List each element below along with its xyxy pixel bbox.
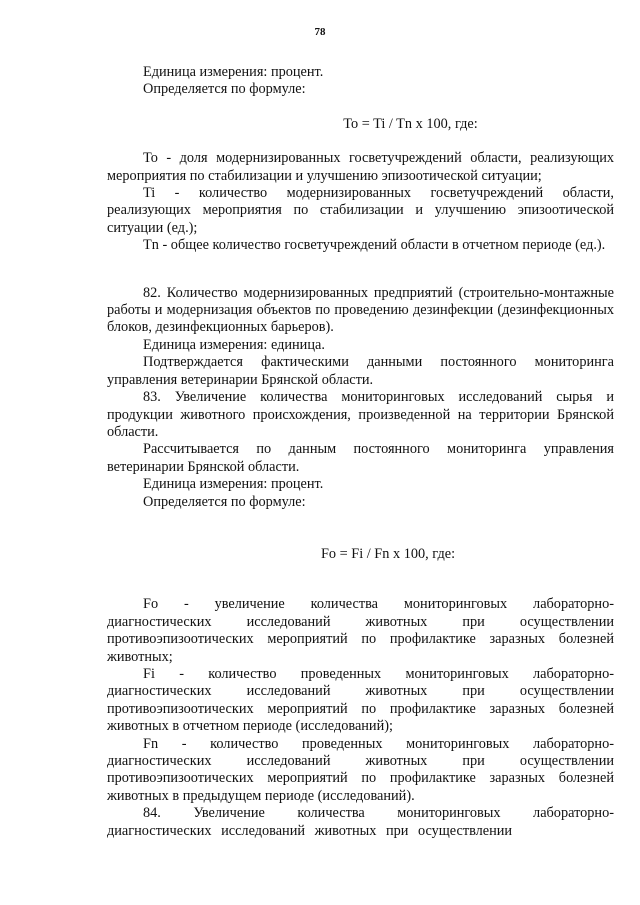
confirmation-paragraph: Подтверждается фактическими данными постоянного мониторинга управления ветеринарии Брянской области. [107, 354, 614, 388]
formula-to: To = Ti / Tn x 100, где: [343, 115, 478, 132]
formula-intro-line: Определяется по формуле: [143, 81, 306, 98]
unit-unit-line: Единица измерения: единица. [143, 336, 325, 353]
calculation-paragraph: Рассчитывается по данным постоянного мониторинга управления ветеринарии Брянской области. [107, 441, 614, 475]
unit-percent-line: Единица измерения: процент. [143, 64, 324, 80]
definition-ti: Ti - количество модернизированных госветучреждений области, реализующих мероприятия по стабилизации и улучшению эпизоотической ситуации (ед.); [107, 185, 614, 236]
definition-fo: Fo - увеличение количества мониторинговых лабораторно-диагностических исследований животных при осуществлении противоэпизоотических мероприятий по профилактике заразных болезней животных; [107, 596, 614, 665]
definition-fi: Fi - количество проведенных мониторинговых лабораторно-диагностических исследований животных при осуществлении противоэпизоотических мероприятий по профилактике заразных болезней животных в отчетном периоде (исследований); [107, 665, 614, 735]
item-82: 82. Количество модернизированных предприятий (строительно-монтажные работы и модернизация объектов по проведению дезинфекции (дезинфекционных блоков, дезинфекционных барьеров). [107, 284, 614, 336]
definition-to: To - доля модернизированных госветучреждений области, реализующих мероприятия по стабилизации и улучшению эпизоотической ситуации; [107, 150, 614, 184]
item-83: 83. Увеличение количества мониторинговых исследований сырья и продукции животного происхождения, произведенной на территории Брянской области. [107, 389, 614, 440]
formula-fo: Fo = Fi / Fn x 100, где: [320, 545, 456, 562]
definition-tn: Tn - общее количество госветучреждений области в отчетном периоде (ед.). [143, 237, 606, 254]
definition-fn: Fn - количество проведенных мониторинговых лабораторно-диагностических исследований животных при осуществлении противоэпизоотических мероприятий по профилактике заразных болезней животных в предыдущем периоде (исследований). [107, 735, 614, 804]
unit-percent-line-2: Единица измерения: процент. [143, 476, 324, 493]
page-number: 78 [314, 26, 326, 38]
formula-intro-line-2: Определяется по формуле: [143, 493, 306, 510]
document-body [107, 64, 614, 840]
item-84: 84. Увеличение количества мониторинговых лабораторно-диагностических исследований животных при осуществлении [107, 805, 614, 839]
